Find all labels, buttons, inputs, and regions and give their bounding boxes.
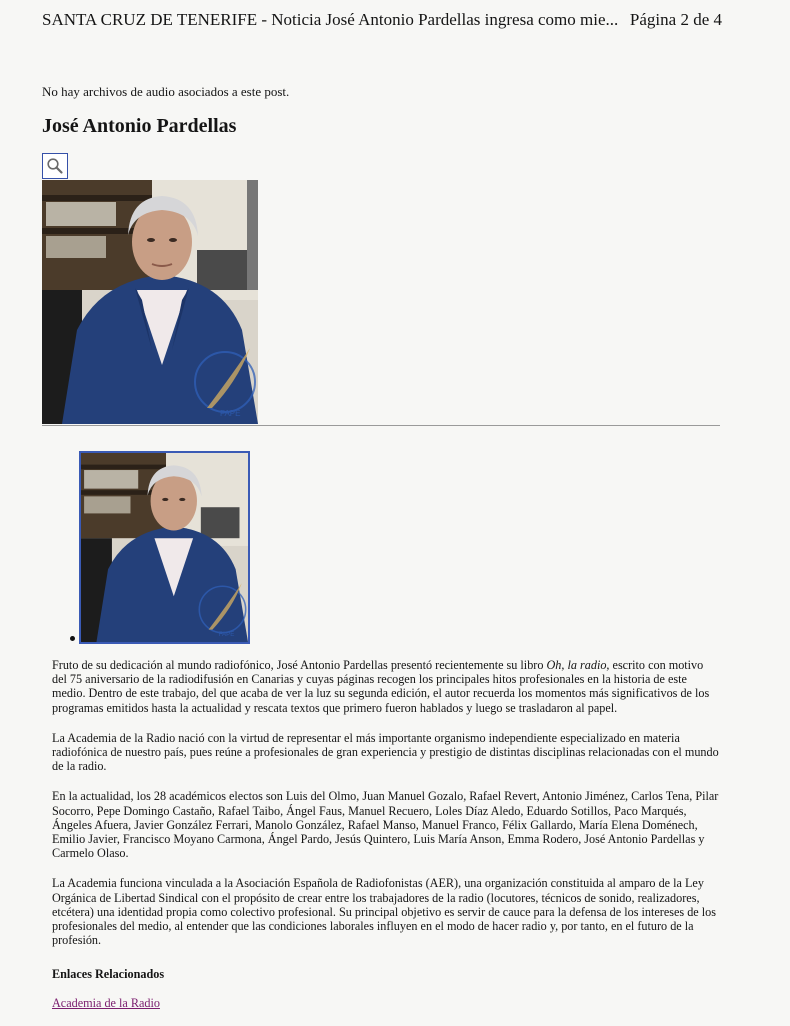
page-indicator: Página 2 de 4 [629,10,722,29]
related-links-heading: Enlaces Relacionados [52,967,165,982]
zoom-button[interactable] [42,153,68,179]
divider [42,425,720,426]
svg-text:FAPE: FAPE [220,409,241,418]
related-links-list [52,996,720,1010]
magnifier-icon [46,157,64,175]
book-title: Oh, la radio, [546,658,610,672]
article-title: José Antonio Pardellas [42,115,237,137]
paragraph-1: Fruto de su dedicación al mundo radiofónico, José Antonio Pardellas presentó recientemente su libro Oh, la radio, escrito con motivo del 75 aniversario de la radiodifusión en Canarias y cuyas páginas recogen los principales hitos profesionales en la historia de este medio. Dentro de este trabajo, del que acaba de ver la luz su segunda edición, el autor recuerda los momentos más significativos de los programas emitidos hasta la actualidad y rescata textos que primero fueron hablados y luego se trasladaron al papel. [52,658,710,715]
paragraph-4: La Academia funciona vinculada a la Asociación Española de Radiofonistas (AER), una organización constituida al amparo de la Ley Orgánica de Libertad Sindical con el propósito de crear entre los trabajadores de la radio (locutores, técnicos de sonido, realizadores, etcétera) una identidad propia como colectivo profesional. Su principal objetivo es servir de cauce para la defensa de los intereses de los profesionales del medio, al entender que las condiciones laborales influyen en el modo de hacer radio y, por tanto, en el futuro de la profesión. [52,876,716,948]
paragraph-2: La Academia de la Radio nació con la virtud de representar el más importante organismo independiente especializado en materia radiofónica de nuestro país, pues reúne a profesionales de gran experiencia y prestigio de distintas disciplinas relacionadas con el mundo de la radio. [52,730,719,774]
audio-note: No hay archivos de audio asociados a este post. [42,84,290,99]
paragraph-3: En la actualidad, los 28 académicos electos son Luis del Olmo, Juan Manuel Gozalo, Rafael Revert, Antonio Jiménez, Carlos Tena, Pilar Socorro, Pepe Domingo Castaño, Rafael Taibo, Ángel Faus, Manuel Recuero, Loles Díaz Aledo, Eduardo Sotillos, Paco Marqués, Ángeles Afuera, Javier González Ferrari, Manolo González, Rafael Manso, Manuel Franco, Félix Gallardo, María Elena Doménech, Emilio Javier, Francisco Moyano Carmona, Ángel Pardo, Jesús Quintero, Luis María Anson, Emma Rodero, José Antonio Pardellas y Carmelo Olaso. [52,789,719,861]
portrait-photo-main[interactable] [42,180,258,424]
article-body [52,658,720,1026]
svg-text:FAPE: FAPE [218,630,235,638]
list-bullet [70,636,75,641]
page-title-header: SANTA CRUZ DE TENERIFE - Noticia José Antonio Pardellas ingresa como mie... [42,10,619,29]
related-link-academia[interactable]: Academia de la Radio [52,995,160,1010]
portrait-photo-thumbnail[interactable] [79,451,250,644]
